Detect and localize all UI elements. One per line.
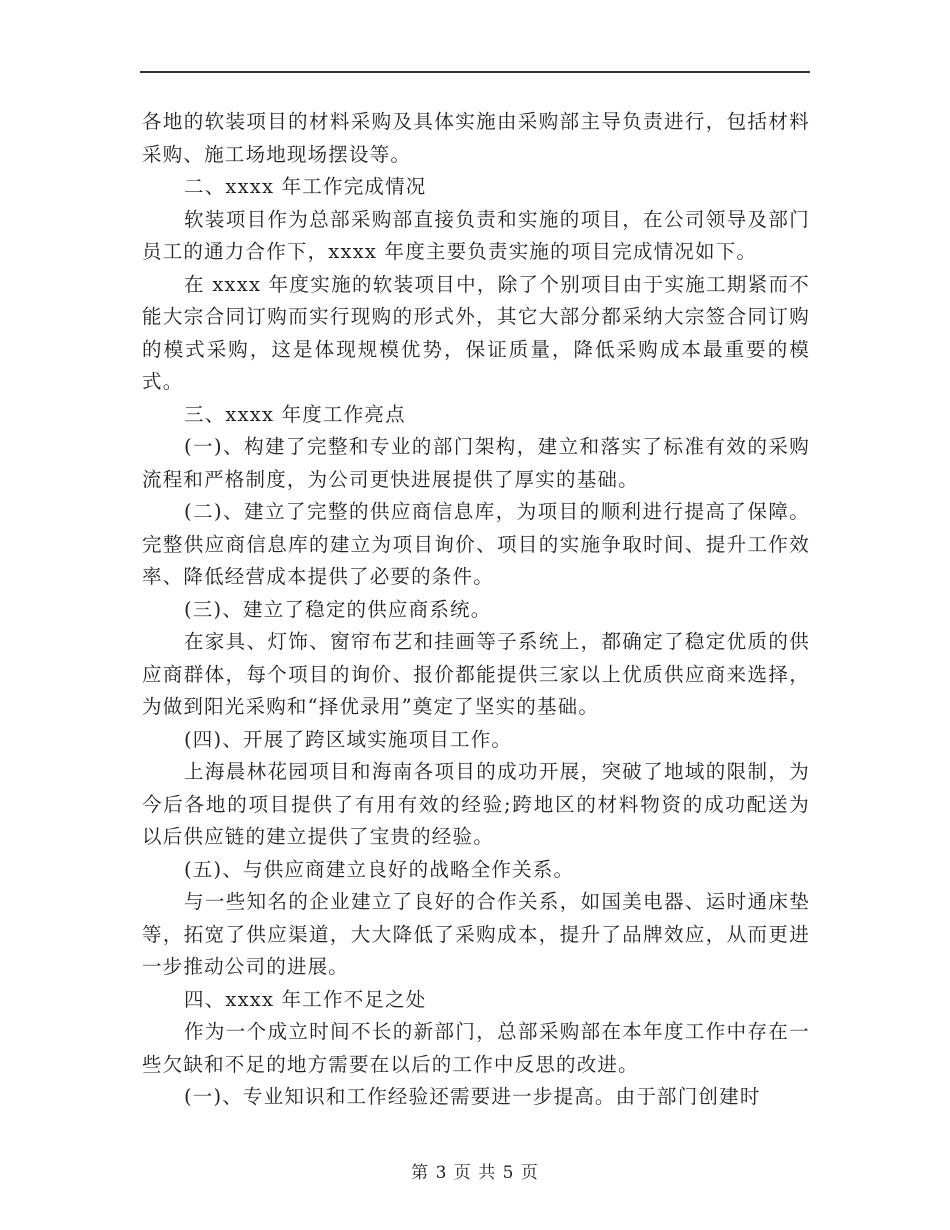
- document-body: [142, 106, 810, 1114]
- section-heading: 三、xxxx 年度工作亮点: [184, 402, 406, 426]
- paragraph: 作为一个成立时间不长的新部门，总部采购部在本年度工作中存在一些欠缺和不足的地方需要在以后的工作中反思的改进。: [142, 1020, 810, 1076]
- paragraph: 各地的软装项目的材料采购及具体实施由采购部主导负责进行，包括材料采购、施工场地现场摆设等。: [142, 110, 810, 166]
- paragraph: (一)、专业知识和工作经验还需要进一步提高。由于部门创建时: [184, 1085, 761, 1108]
- subheading: (五)、与供应商建立良好的战略全作关系。: [184, 857, 575, 881]
- paragraph: 在家具、灯饰、窗帘布艺和挂画等子系统上，都确定了稳定优质的供应商群体，每个项目的询价、报价都能提供三家以上优质供应商来选择，为做到阳光采购和“择优录用”奠定了坚实的基础。: [142, 630, 810, 718]
- header-rule: [140, 71, 810, 73]
- paragraph: 在 xxxx 年度实施的软装项目中，除了个别项目由于实施工期紧而不能大宗合同订购而实行现购的形式外，其它大部分都采纳大宗签合同订购的模式采购，这是体现规模优势，保证质量，降低采购成本最重要的模式。: [142, 272, 810, 393]
- paragraph: 软装项目作为总部采购部直接负责和实施的项目，在公司领导及部门员工的通力合作下，xxxx 年度主要负责实施的项目完成情况如下。: [142, 207, 810, 263]
- page-footer: 第 3 页 共 5 页: [411, 1163, 539, 1183]
- paragraph: 上海晨林花园项目和海南各项目的成功开展，突破了地域的限制，为今后各地的项目提供了有用有效的经验;跨地区的材料物资的成功配送为以后供应链的建立提供了宝贵的经验。: [142, 760, 810, 848]
- paragraph: (二)、建立了完整的供应商信息库，为项目的顺利进行提高了保障。 完整供应商信息库的建立为项目询价、项目的实施争取时间、提升工作效率、降低经营成本提供了必要的条件。: [142, 500, 810, 588]
- paragraph: 与一些知名的企业建立了良好的合作关系，如国美电器、运时通床垫等，拓宽了供应渠道，大大降低了采购成本，提升了品牌效应，从而更进一步推动公司的进展。: [142, 890, 810, 978]
- subheading: (四)、开展了跨区域实施项目工作。: [184, 727, 513, 751]
- section-heading: 二、xxxx 年工作完成情况: [184, 175, 427, 198]
- subheading: (三)、建立了稳定的供应商系统。: [184, 597, 492, 621]
- section-heading: 四、xxxx 年工作不足之处: [184, 987, 427, 1011]
- paragraph: (一)、构建了完整和专业的部门架构，建立和落实了标准有效的采购流程和严格制度，为公司更快进展提供了厚实的基础。: [142, 435, 810, 491]
